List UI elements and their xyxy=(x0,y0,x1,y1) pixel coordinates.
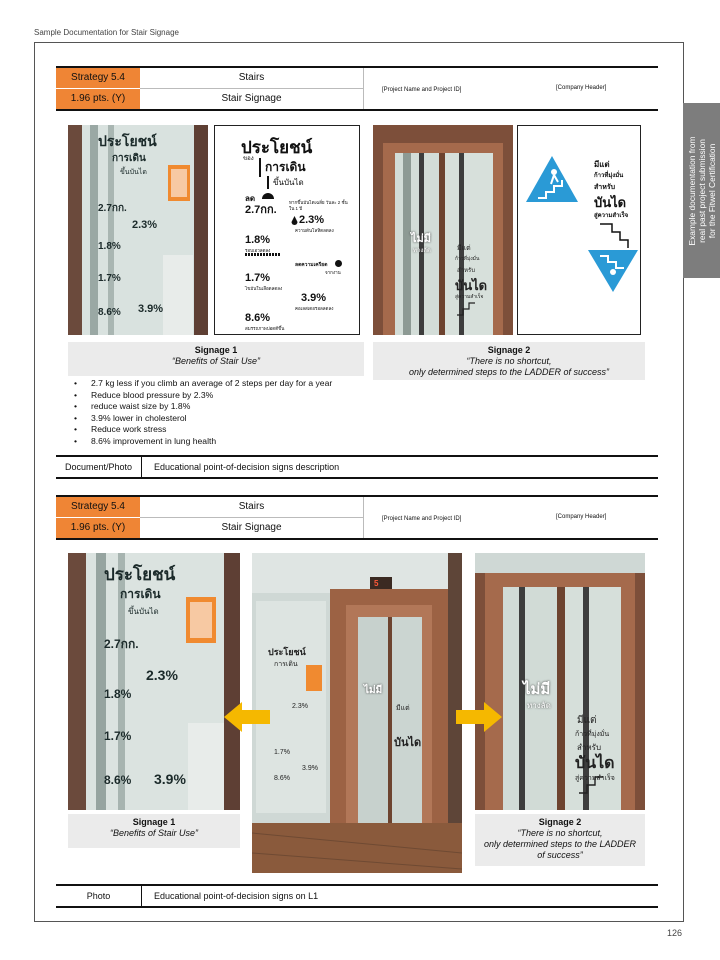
poster1-p39: 3.9% xyxy=(301,292,327,304)
l1-poster-line2: การเดิน xyxy=(120,587,161,601)
lobby-poster-p86: 8.6% xyxy=(274,775,290,782)
points-label: 1.96 pts. (Y) xyxy=(70,522,126,533)
footer-description: Educational point-of-decision signs description xyxy=(154,462,340,472)
poster1-p23: 2.3% xyxy=(299,214,325,226)
list-item: • 8.6% improvement in lung health xyxy=(74,436,494,448)
topic-label: Stairs xyxy=(140,68,363,89)
page-number: 126 xyxy=(666,928,682,938)
poster1-p18: 1.8% xyxy=(245,234,271,246)
strategy-cell xyxy=(56,497,140,538)
poster1-p39-note: คอเลสเตอรอลลดลง xyxy=(295,306,334,311)
poster1-p17-note: ไขมันในเลือดลดลง xyxy=(245,286,283,291)
door1-p39: 3.9% xyxy=(138,303,164,315)
caption2-line2: only determined steps to the LADDER of success” xyxy=(408,367,610,377)
poster1-stress: ลดความเครียด xyxy=(295,262,328,268)
floor-indicator: 5 xyxy=(374,579,379,588)
door1-p86: 8.6% xyxy=(98,307,121,318)
topic-cell xyxy=(140,68,364,109)
caption2-title: Signage 2 xyxy=(487,345,531,355)
measure-tape-icon xyxy=(245,253,281,256)
l1-door-left-text: ไม่มี xyxy=(523,681,551,698)
l1-door-right-line1: มีแต่ xyxy=(577,715,597,726)
door2-right-line4: บันได xyxy=(455,278,488,293)
section2-header xyxy=(56,495,658,540)
door1-kg: 2.7กก. xyxy=(98,203,127,214)
lobby-door-left-text: ไม่มี xyxy=(364,685,383,696)
section1-caption2 xyxy=(373,342,645,380)
section1-header xyxy=(56,66,658,111)
lobby-poster-line2: การเดิน xyxy=(274,661,298,668)
poster1-stress-note: จากงาน xyxy=(325,270,341,275)
poster1-p86-note: สมรรถภาพปอดดีขึ้น xyxy=(245,326,285,331)
list-item: • 3.9% lower in cholesterol xyxy=(74,413,494,425)
l1-door-left-text2: ทางลัด xyxy=(527,701,551,710)
poster2-line1: มีแต่ xyxy=(594,160,610,169)
poster1-p17: 1.7% xyxy=(245,272,271,284)
lobby-door-right-line1: มีแต่ xyxy=(396,705,410,712)
caption2-line1: “There is no shortcut, xyxy=(466,356,552,366)
l1-poster-line3: ขึ้นบันได xyxy=(128,607,159,616)
company-placeholder: [Company Header] xyxy=(556,85,607,91)
footer-label: Photo xyxy=(56,886,142,906)
l1-poster-p17: 1.7% xyxy=(104,729,132,743)
footer-description: Educational point-of-decision signs on L1 xyxy=(154,891,319,901)
side-tab-text: Example documentation from real past project submission for the Fitwel Certification xyxy=(686,136,717,245)
poster1-title: ประโยชน์ xyxy=(241,138,313,157)
poster2-line4: บันได xyxy=(594,195,627,210)
door1-p17: 1.7% xyxy=(98,273,121,284)
signage1-poster xyxy=(214,125,360,335)
scale-icon xyxy=(261,190,275,200)
door1-poster-line3: ขึ้นบันได xyxy=(120,169,147,176)
lobby-poster-p23: 2.3% xyxy=(292,703,308,710)
list-item: • Reduce blood pressure by 2.3% xyxy=(74,390,494,402)
topic-label: Stairs xyxy=(140,497,363,518)
poster2-line2: ก้าวที่มุ่งมั่น xyxy=(594,173,624,179)
poster1-subtitle: ของ xyxy=(243,156,254,162)
door1-poster-title: ประโยชน์ xyxy=(98,133,157,149)
poster1-reduce: ลด xyxy=(245,194,256,203)
section2-footer xyxy=(56,884,658,908)
section2-caption1 xyxy=(68,814,240,848)
signage2-door-photo xyxy=(373,125,513,335)
caption1-title: Signage 1 xyxy=(132,817,176,827)
door2-left-text: ไม่มี xyxy=(411,233,432,245)
caption2-title: Signage 2 xyxy=(538,817,582,827)
blood-drop-icon xyxy=(291,216,298,226)
section1-footer xyxy=(56,455,658,479)
l1-signage2-photo xyxy=(475,553,645,810)
door2-right-line1: มีแต่ xyxy=(457,245,471,252)
strategy-label: Strategy 5.4 xyxy=(56,497,140,518)
door2-right-line5: สู่ความสำเร็จ xyxy=(455,294,484,300)
door2-left-text2: ทางลัด xyxy=(413,248,431,254)
poster1-line3: ขึ้นบันได xyxy=(267,176,304,189)
strategy-cell xyxy=(56,68,140,109)
poster2-line5: สู่ความสำเร็จ xyxy=(594,213,629,219)
door1-p23: 2.3% xyxy=(132,219,158,231)
section1-caption1 xyxy=(68,342,364,376)
side-tab xyxy=(683,103,720,278)
caption1-quote: “Benefits of Stair Use” xyxy=(171,356,261,366)
arrow-right-icon xyxy=(456,702,502,732)
l1-poster-kg: 2.7กก. xyxy=(104,637,139,651)
caption2-line2: only determined steps to the LADDER xyxy=(483,839,637,849)
l1-poster-p23: 2.3% xyxy=(146,667,178,683)
l1-elevator-lobby-photo xyxy=(252,553,462,873)
poster1-line2: การเดิน xyxy=(259,158,306,177)
footer-label: Document/Photo xyxy=(56,457,142,477)
list-item: • reduce waist size by 1.8% xyxy=(74,401,494,413)
l1-signage1-photo xyxy=(68,553,240,810)
lobby-door-right-line4: บันได xyxy=(394,737,422,749)
poster1-kg-note: หากขึ้นบันไดเฉลี่ย วันละ 2 ชั้นใน 1 ปี xyxy=(289,200,348,211)
l1-door-right-line3: สำหรับ xyxy=(577,743,602,752)
door2-right-line2: ก้าวที่มุ่งมั่น xyxy=(455,256,480,262)
signage1-door-photo xyxy=(68,125,208,335)
door1-p18: 1.8% xyxy=(98,241,121,252)
stairs-up-icon xyxy=(524,154,580,204)
l1-poster-p18: 1.8% xyxy=(104,687,132,701)
caption2-line1: “There is no shortcut, xyxy=(517,828,603,838)
l1-poster-title: ประโยชน์ xyxy=(104,565,176,584)
lobby-poster-p17: 1.7% xyxy=(274,749,290,756)
subtopic-label: Stair Signage xyxy=(221,93,282,104)
l1-door-right-line4: บันได xyxy=(575,755,615,772)
subtopic-label: Stair Signage xyxy=(221,522,282,533)
stairs-down-icon xyxy=(586,248,640,294)
caption2-line3: of success” xyxy=(537,850,583,860)
l1-door-right-line5: สู่ความสำเร็จ xyxy=(575,775,615,782)
list-item: • Reduce work stress xyxy=(74,424,494,436)
list-item: • 2.7 kg less if you climb an average of 2 steps per day for a year xyxy=(74,378,494,390)
lobby-poster-title: ประโยชน์ xyxy=(268,647,306,657)
poster1-p18-note: รอบเอวลดลง xyxy=(245,248,271,253)
topic-cell xyxy=(140,497,364,538)
document-title: Sample Documentation for Stair Signage xyxy=(34,28,179,37)
l1-poster-p39: 3.9% xyxy=(154,771,186,787)
poster1-p86: 8.6% xyxy=(245,312,271,324)
project-placeholder: [Project Name and Project ID] xyxy=(382,516,462,522)
face-icon xyxy=(335,260,342,267)
l1-door-right-line2: ก้าวที่มุ่งมั่น xyxy=(575,731,610,738)
signage2-poster xyxy=(517,125,641,335)
caption1-quote: “Benefits of Stair Use” xyxy=(109,828,199,838)
benefits-list xyxy=(74,378,494,447)
door1-poster-line2: การเดิน xyxy=(112,153,146,164)
project-placeholder: [Project Name and Project ID] xyxy=(382,87,462,93)
poster2-line3: สำหรับ xyxy=(594,184,616,191)
poster1-p23-note: ความดันโลหิตลดลง xyxy=(295,228,334,233)
stairs-line-icon xyxy=(598,220,632,250)
arrow-left-icon xyxy=(224,702,270,732)
door2-right-line3: สำหรับ xyxy=(457,268,476,274)
poster1-kg: 2.7กก. xyxy=(245,204,277,216)
company-placeholder: [Company Header] xyxy=(556,514,607,520)
strategy-label: Strategy 5.4 xyxy=(56,68,140,89)
section2-caption2 xyxy=(475,814,645,866)
lobby-poster-p39: 3.9% xyxy=(302,765,318,772)
caption1-title: Signage 1 xyxy=(194,345,238,355)
points-label: 1.96 pts. (Y) xyxy=(70,93,126,104)
l1-poster-p86: 8.6% xyxy=(104,773,132,787)
